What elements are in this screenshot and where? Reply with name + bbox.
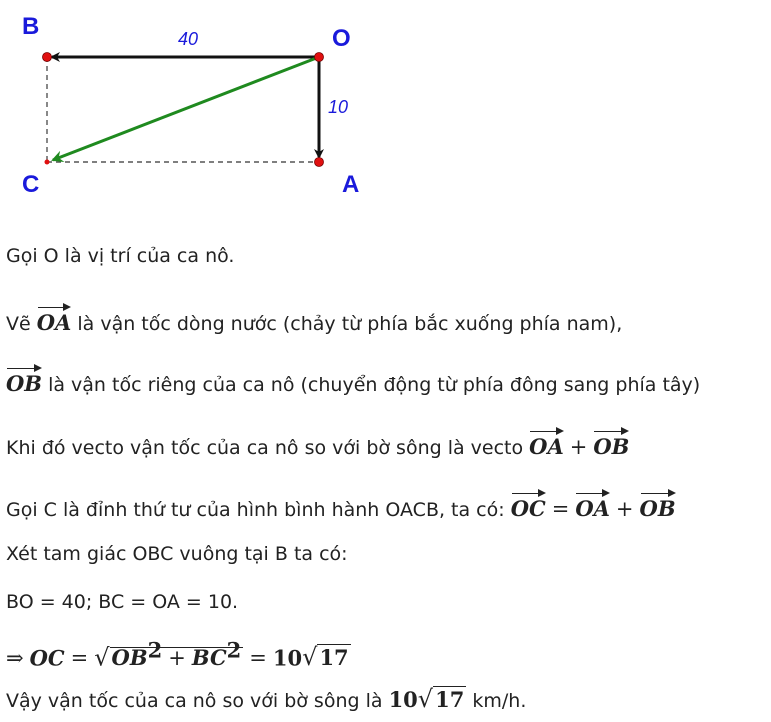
text-line-9 <box>6 686 526 714</box>
vector-diagram <box>0 0 420 215</box>
unit-label: km/h. <box>466 690 527 712</box>
text-line-2 <box>6 304 622 337</box>
vector-ob-symbol: OB <box>593 428 629 460</box>
radicand: 17 <box>435 687 465 712</box>
equals-operator: = <box>551 497 570 521</box>
line7-text: BO = 40; BC = OA = 10. <box>6 591 239 613</box>
label-b: B <box>22 13 40 40</box>
bc-term: BC <box>191 645 227 671</box>
line5-prefix: Gọi C là đỉnh thứ tư của hình bình hành OACB, ta có: <box>6 499 511 521</box>
result-coefficient: 10 <box>388 687 418 712</box>
line2-suffix: là vận tốc dòng nước (chảy từ phía bắc xuống phía nam), <box>71 313 623 335</box>
plus-operator: + <box>615 497 634 521</box>
vector-ob-symbol: OB <box>640 490 676 522</box>
label-length-ob: 40 <box>178 29 199 49</box>
implies-arrow: ⇒ <box>6 646 24 671</box>
label-a: A <box>342 171 360 198</box>
exponent: 2 <box>147 638 163 663</box>
sqrt-17: √17 <box>302 643 349 672</box>
point-o <box>315 53 324 62</box>
vector-ob-symbol: OB <box>6 365 42 397</box>
point-c <box>45 160 50 165</box>
line6-text: Xét tam giác OBC vuông tại B ta có: <box>6 543 348 565</box>
line2-prefix: Vẽ <box>6 313 37 335</box>
point-a <box>315 158 324 167</box>
label-length-oa: 10 <box>328 97 349 117</box>
line1-text: Gọi O là vị trí của ca nô. <box>6 245 235 267</box>
text-line-3 <box>6 365 700 398</box>
sqrt-17: √17 <box>417 685 465 713</box>
oc-term: OC <box>29 645 65 671</box>
text-line-4 <box>6 428 629 461</box>
line3-suffix: là vận tốc riêng của ca nô (chuyển động từ phía đông sang phía tây) <box>42 374 701 396</box>
text-line-5 <box>6 490 676 523</box>
text-line-7 <box>6 589 238 615</box>
vector-oa-symbol: OA <box>37 304 72 336</box>
sqrt-expression: $√OB^2 + BC^2$ <box>94 638 242 672</box>
plus-operator: + <box>168 646 186 671</box>
text-line-6 <box>6 541 348 567</box>
ob-term: OB <box>111 645 148 671</box>
line4-prefix: Khi đó vecto vận tốc của ca nô so với bờ sông là vecto <box>6 437 530 459</box>
label-c: C <box>22 171 40 198</box>
exponent: 2 <box>226 638 242 663</box>
text-line-8 <box>6 638 351 672</box>
equals-operator: = <box>249 646 267 671</box>
label-o: O <box>332 25 351 52</box>
vector-oc <box>53 57 319 160</box>
vector-oc-symbol: OC <box>511 490 546 522</box>
point-b <box>43 53 52 62</box>
vector-oa-symbol: OA <box>529 428 564 460</box>
line9-prefix: Vậy vận tốc của ca nô so với bờ sông là <box>6 690 389 712</box>
radicand: 17 <box>319 645 349 671</box>
result-coefficient: 10 <box>272 645 303 671</box>
vector-oa-symbol: OA <box>575 490 610 522</box>
plus-operator: + <box>569 435 588 459</box>
equals-operator: = <box>70 646 89 671</box>
text-line-1 <box>6 243 234 269</box>
